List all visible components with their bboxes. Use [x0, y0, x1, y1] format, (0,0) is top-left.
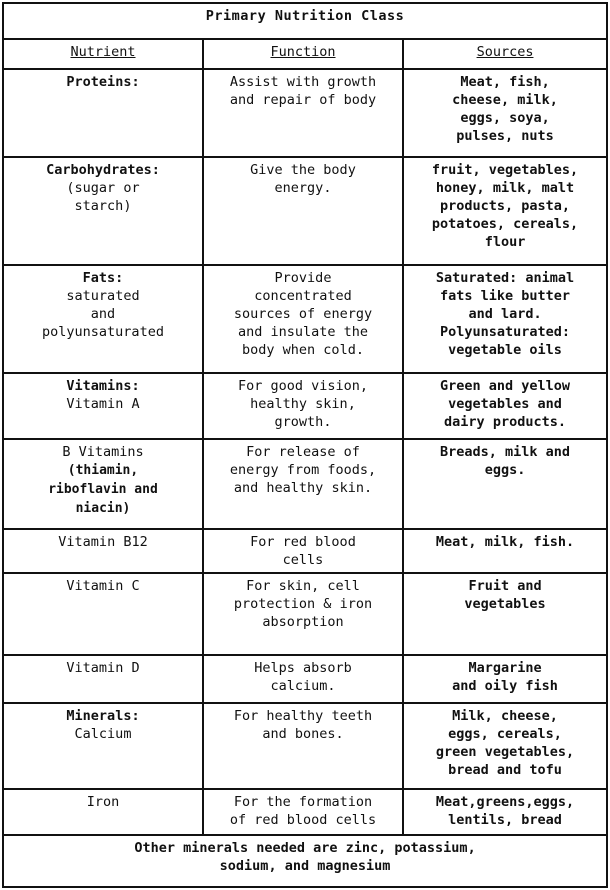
- source-line: and lard.: [468, 306, 542, 322]
- function-cell: [203, 439, 403, 529]
- function-cell: [203, 655, 403, 703]
- nutrient-subdetail: niacin): [75, 501, 131, 516]
- footer-line: sodium, and magnesium: [219, 858, 391, 874]
- function-line: For the formation: [233, 794, 373, 810]
- function-line: Helps absorb: [254, 660, 352, 676]
- function-line: protection & iron: [233, 596, 373, 612]
- function-cell: [203, 789, 403, 835]
- source-line: flour: [484, 234, 526, 250]
- function-line: For good vision,: [237, 378, 369, 394]
- function-line: body when cold.: [242, 342, 364, 358]
- sources-cell: [403, 655, 607, 703]
- source-line: vegetable oils: [448, 342, 562, 358]
- source-line: Fruit and: [468, 578, 542, 594]
- nutrient-detail: Iron: [86, 794, 120, 810]
- function-line: energy from foods,: [229, 462, 377, 478]
- nutrient-cell: [3, 439, 203, 529]
- function-line: Give the body: [250, 162, 356, 178]
- nutrient-detail: B Vitamins: [62, 444, 144, 460]
- nutrient-name: Fats:: [82, 270, 124, 286]
- nutrient-detail: Vitamin C: [66, 578, 140, 594]
- function-cell: [203, 69, 403, 157]
- source-line: Margarine: [468, 660, 542, 676]
- nutrient-cell: [3, 373, 203, 439]
- function-line: absorption: [262, 614, 344, 630]
- function-line: of red blood cells: [229, 812, 377, 828]
- function-line: and repair of body: [229, 92, 377, 108]
- source-line: Polyunsaturated:: [439, 324, 571, 340]
- function-line: concentrated: [254, 288, 352, 304]
- sources-cell: [403, 439, 607, 529]
- sources-cell: [403, 703, 607, 789]
- nutrient-subdetail: (thiamin,: [67, 463, 139, 478]
- header-row: [3, 39, 607, 69]
- function-line: energy.: [274, 180, 332, 196]
- function-cell: [203, 529, 403, 573]
- function-cell: [203, 573, 403, 655]
- function-line: and bones.: [262, 726, 344, 742]
- nutrient-cell: [3, 157, 203, 265]
- source-line: and oily fish: [452, 678, 558, 694]
- nutrient-subdetail: riboflavin and: [48, 482, 158, 497]
- table-row: [3, 373, 607, 439]
- sources-cell: [403, 157, 607, 265]
- function-cell: [203, 157, 403, 265]
- source-line: Green and yellow: [439, 378, 571, 394]
- table-row: [3, 789, 607, 835]
- nutrient-detail: saturated: [66, 288, 140, 304]
- nutrient-detail: polyunsaturated: [42, 324, 164, 340]
- nutrition-table: [2, 2, 608, 888]
- nutrient-detail: and: [90, 306, 116, 322]
- source-line: pulses, nuts: [456, 128, 554, 144]
- function-line: For skin, cell: [246, 578, 360, 594]
- nutrient-name: Proteins:: [66, 74, 140, 90]
- sources-cell: [403, 265, 607, 373]
- nutrient-cell: [3, 529, 203, 573]
- source-line: Meat,greens,eggs,: [435, 794, 575, 810]
- source-line: lentils, bread: [448, 812, 562, 828]
- function-line: Provide: [274, 270, 332, 286]
- source-line: eggs.: [484, 462, 526, 478]
- nutrient-name: Vitamins:: [66, 378, 140, 394]
- nutrient-cell: [3, 265, 203, 373]
- nutrient-detail: Vitamin D: [66, 660, 140, 676]
- source-line: Saturated: animal: [435, 270, 575, 286]
- table-row: [3, 157, 607, 265]
- nutrient-detail: (sugar or: [66, 180, 140, 196]
- source-line: bread and tofu: [448, 762, 562, 778]
- function-line: cells: [282, 552, 324, 568]
- header-nutrient: Nutrient: [3, 39, 203, 69]
- function-cell: [203, 265, 403, 373]
- table-row: [3, 573, 607, 655]
- header-sources: Sources: [403, 39, 607, 69]
- source-line: dairy products.: [444, 414, 566, 430]
- source-line: Milk, cheese,: [452, 708, 558, 724]
- function-line: and healthy skin.: [233, 480, 373, 496]
- header-function: Function: [203, 39, 403, 69]
- footer-line: Other minerals needed are zinc, potassium,: [134, 840, 476, 856]
- source-line: Breads, milk and: [439, 444, 571, 460]
- source-line: fats like butter: [439, 288, 571, 304]
- source-line: potatoes, cereals,: [431, 216, 579, 232]
- function-line: For red blood: [250, 534, 356, 550]
- nutrient-cell: [3, 69, 203, 157]
- source-line: eggs, cereals,: [448, 726, 562, 742]
- nutrient-detail: Vitamin A: [66, 396, 140, 412]
- sources-cell: [403, 529, 607, 573]
- table-row: [3, 655, 607, 703]
- function-cell: [203, 703, 403, 789]
- nutrient-cell: [3, 573, 203, 655]
- sources-cell: [403, 573, 607, 655]
- nutrient-cell: [3, 789, 203, 835]
- source-line: products, pasta,: [439, 198, 571, 214]
- function-line: For release of: [246, 444, 360, 460]
- nutrient-cell: [3, 703, 203, 789]
- table-row: [3, 703, 607, 789]
- nutrient-detail: starch): [74, 198, 132, 214]
- footer-row: [3, 835, 607, 887]
- nutrient-name: Carbohydrates:: [46, 162, 160, 178]
- function-line: growth.: [274, 414, 332, 430]
- nutrient-name: Minerals:: [66, 708, 140, 724]
- nutrient-detail: Vitamin B12: [58, 534, 148, 550]
- source-line: Meat, fish,: [460, 74, 550, 90]
- sources-cell: [403, 69, 607, 157]
- source-line: cheese, milk,: [452, 92, 558, 108]
- nutrient-detail: Calcium: [74, 726, 132, 742]
- sources-cell: [403, 789, 607, 835]
- table-title: Primary Nutrition Class: [3, 3, 607, 39]
- source-line: green vegetables,: [435, 744, 575, 760]
- source-line: honey, milk, malt: [435, 180, 575, 196]
- nutrient-cell: [3, 655, 203, 703]
- source-line: eggs, soya,: [460, 110, 550, 126]
- source-line: vegetables and: [448, 396, 562, 412]
- function-line: and insulate the: [237, 324, 369, 340]
- table-row: [3, 265, 607, 373]
- table-row: [3, 69, 607, 157]
- footer-note: [3, 835, 607, 887]
- function-line: sources of energy: [233, 306, 373, 322]
- source-line: fruit, vegetables,: [431, 162, 579, 178]
- function-line: calcium.: [270, 678, 336, 694]
- function-line: Assist with growth: [229, 74, 377, 90]
- table-row: [3, 529, 607, 573]
- function-line: healthy skin,: [250, 396, 356, 412]
- function-cell: [203, 373, 403, 439]
- table-row: [3, 439, 607, 529]
- sources-cell: [403, 373, 607, 439]
- source-line: Meat, milk, fish.: [435, 534, 575, 550]
- title-row: [3, 3, 607, 39]
- function-line: For healthy teeth: [233, 708, 373, 724]
- source-line: vegetables: [464, 596, 546, 612]
